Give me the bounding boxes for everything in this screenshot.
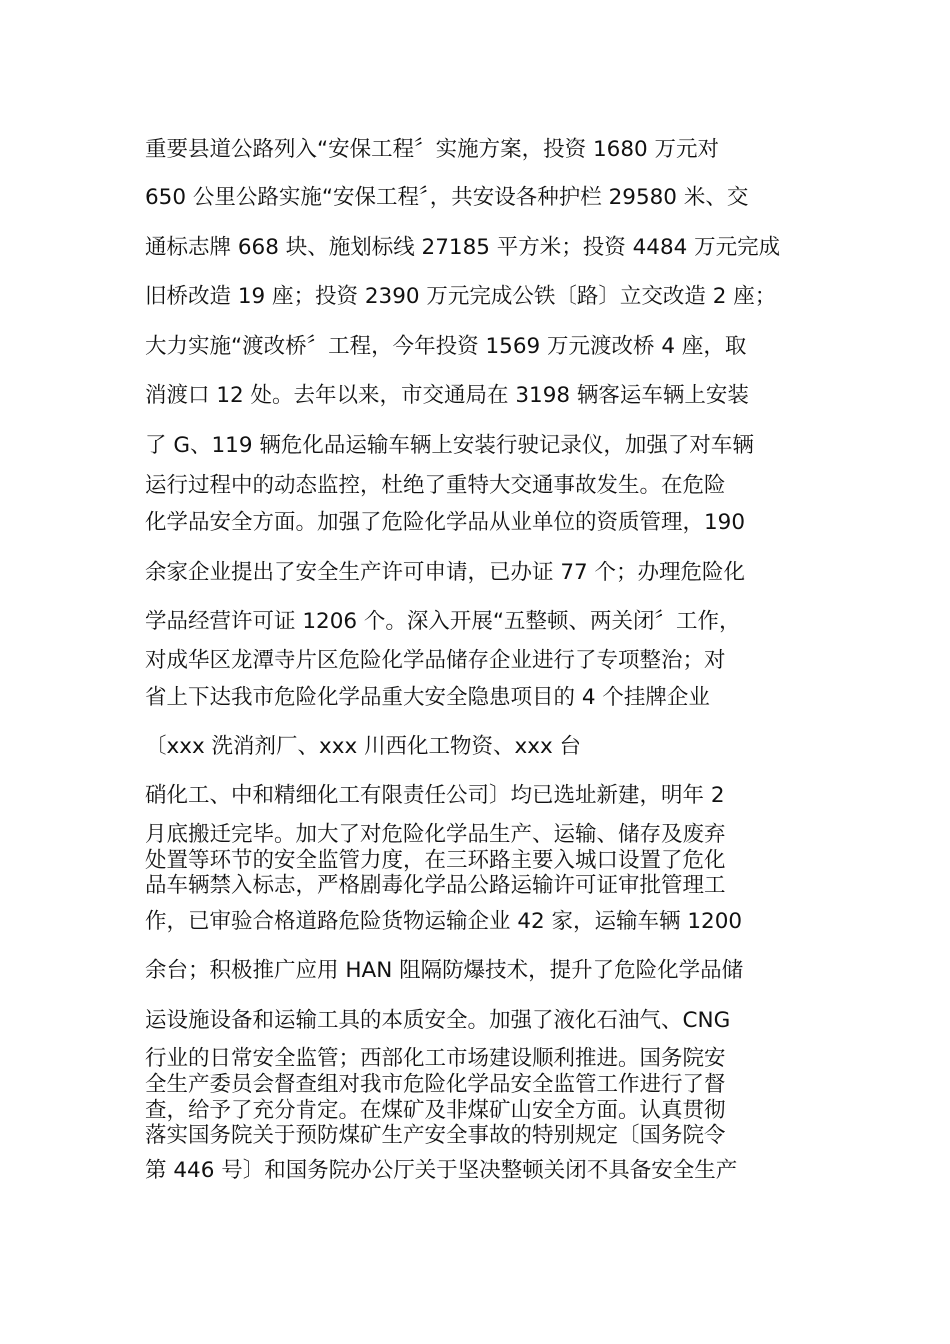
text-line: 作，已审验合格道路危险货物运输企业 42 家，运输车辆 1200 — [145, 909, 743, 934]
text-line: 对成华区龙潭寺片区危险化学品储存企业进行了专项整治；对 — [145, 648, 726, 673]
text-line: 650 公里公路实施“安保工程〞，共安设各种护栏 29580 米、交 — [145, 185, 749, 210]
text-line: 省上下达我市危险化学品重大安全隐患项目的 4 个挂牌企业 — [145, 685, 710, 710]
text-line: 品车辆禁入标志，严格剧毒化学品公路运输许可证审批管理工 — [145, 873, 726, 898]
text-line: 第 446 号〕和国务院办公厅关于坚决整顿关闭不具备安全生产 — [145, 1158, 738, 1183]
text-line: 〔xxx 洗消剂厂、xxx 川西化工物资、xxx 台 — [145, 734, 582, 759]
text-line: 通标志牌 668 块、施划标线 27185 平方米；投资 4484 万元完成 — [145, 235, 781, 260]
text-line: 查，给予了充分肯定。在煤矿及非煤矿山安全方面。认真贯彻 — [145, 1098, 726, 1123]
text-line: 余家企业提出了安全生产许可申请，已办证 77 个；办理危险化 — [145, 560, 746, 585]
text-line: 消渡口 12 处。去年以来，市交通局在 3198 辆客运车辆上安装 — [145, 383, 749, 408]
text-line: 硝化工、中和精细化工有限责任公司〕均已选址新建，明年 2 — [145, 783, 725, 808]
text-line: 处置等环节的安全监管力度，在三环路主要入城口设置了危化 — [145, 848, 726, 873]
text-line: 余台；积极推广应用 HAN 阻隔防爆技术，提升了危险化学品储 — [145, 958, 744, 983]
text-line: 学品经营许可证 1206 个。深入开展“五整顿、两关闭〞工作， — [145, 609, 741, 634]
text-line: 全生产委员会督查组对我市危险化学品安全监管工作进行了督 — [145, 1072, 726, 1097]
text-line: 旧桥改造 19 座；投资 2390 万元完成公铁〔路〕立交改造 2 座； — [145, 284, 777, 309]
text-line: 化学品安全方面。加强了危险化学品从业单位的资质管理，190 — [145, 510, 746, 535]
text-line: 落实国务院关于预防煤矿生产安全事故的特别规定〔国务院令 — [145, 1123, 726, 1148]
text-line: 了 G、119 辆危化品运输车辆上安装行驶记录仪，加强了对车辆 — [145, 433, 754, 458]
text-line: 运行过程中的动态监控，杜绝了重特大交通事故发生。在危险 — [145, 473, 726, 498]
text-line: 月底搬迁完毕。加大了对危险化学品生产、运输、储存及废弃 — [145, 822, 726, 847]
text-line: 重要县道公路列入“安保工程〞实施方案，投资 1680 万元对 — [145, 137, 720, 162]
text-line: 运设施设备和运输工具的本质安全。加强了液化石油气、CNG — [145, 1008, 731, 1033]
text-line: 大力实施“渡改桥〞工程，今年投资 1569 万元渡改桥 4 座，取 — [145, 334, 747, 359]
text-line: 行业的日常安全监管；西部化工市场建设顺利推进。国务院安 — [145, 1046, 726, 1071]
